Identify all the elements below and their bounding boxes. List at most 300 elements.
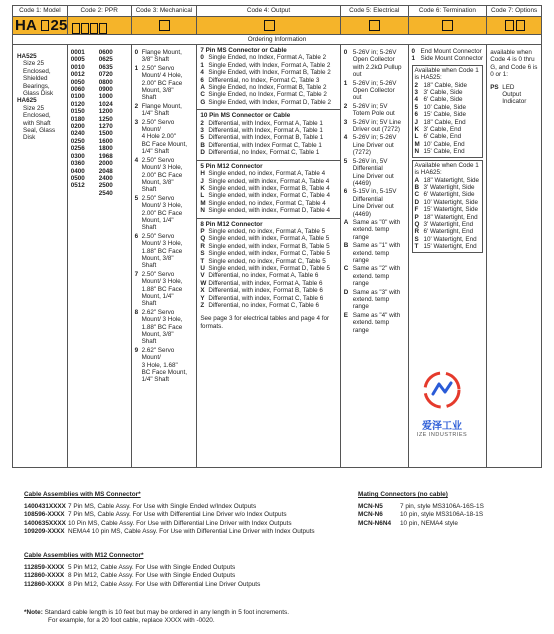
termination-group-title: Available when Code 1 is HA525: xyxy=(414,66,479,82)
output-desc: Single Ended, with Index, Format D, Table 2 xyxy=(208,98,332,106)
code-4-header: Code 4: Output xyxy=(197,6,340,16)
termination-desc: 6' Watertight, Side xyxy=(423,191,475,199)
part-number: 112860-XXXX xyxy=(24,580,65,588)
electrical-desc-line: 5-26V in; 5V Line xyxy=(352,118,402,126)
ppr-column xyxy=(68,45,132,467)
electrical-option xyxy=(344,134,405,156)
termination-option xyxy=(415,228,481,235)
electrical-code-box-cell xyxy=(341,17,409,34)
mechanical-desc xyxy=(142,347,188,384)
mechanical-desc-line: Flange Mount, xyxy=(141,49,182,56)
output-option xyxy=(200,178,336,185)
mechanical-desc-line: 1.88" BC Face xyxy=(141,285,183,293)
output-code: C xyxy=(200,91,205,99)
mechanical-desc-line: Mount/ xyxy=(141,126,161,134)
output-desc: Single Ended, with Index, Format B, Table 2 xyxy=(208,69,331,77)
model-code xyxy=(13,17,68,34)
output-desc: Differential, with index, Format C, Table 6 xyxy=(208,294,324,302)
part-number: 112860-XXXX xyxy=(24,572,65,580)
output-code: T xyxy=(200,257,205,265)
ppr-value: 1500 xyxy=(98,130,113,138)
ppr-value: 2540 xyxy=(98,189,113,197)
termination-desc: 3' Cable, Side xyxy=(423,89,463,97)
termination-desc: 10' Cable, Side xyxy=(423,103,467,111)
ppr-value: 1800 xyxy=(98,145,113,153)
electrical-desc-line: Same as "3" with xyxy=(352,288,401,296)
electrical-code: 1 xyxy=(343,79,348,87)
mechanical-desc-line: 1.88" BC Face xyxy=(141,247,183,255)
electrical-desc-line: range xyxy=(352,326,369,334)
mechanical-desc-line: Shaft xyxy=(141,224,157,232)
termination-desc: 6' Cable, End xyxy=(423,133,462,141)
ppr-value: 0060 xyxy=(70,86,85,94)
termination-option xyxy=(415,206,481,213)
termination-code: 3 xyxy=(414,89,419,97)
ppr-value: 0050 xyxy=(70,78,85,86)
termination-code: L xyxy=(414,133,419,141)
output-option xyxy=(200,280,336,287)
mechanical-desc-line: 1.88" BC Face xyxy=(141,323,183,331)
mechanical-option xyxy=(135,103,194,118)
electrical-desc-line: range xyxy=(352,280,369,288)
electrical-desc xyxy=(353,289,401,311)
output-option xyxy=(200,54,336,61)
part-row xyxy=(24,572,260,580)
mechanical-desc-line: 2.62" Servo xyxy=(141,308,175,316)
output-option xyxy=(200,235,336,242)
ppr-value: 1200 xyxy=(98,108,113,116)
ppr-value: 0500 xyxy=(70,174,85,182)
mechanical-option xyxy=(135,271,194,308)
output-desc: Differential, no index, Format A, Table 6 xyxy=(208,272,319,280)
output-section-title: 10 Pin MS Connector or Cable xyxy=(200,112,291,120)
mechanical-desc-line: 2.50" Servo xyxy=(141,64,175,72)
ppr-left-list xyxy=(71,49,95,197)
output-desc: Differential, with Index, Format B, Table 1 xyxy=(208,134,324,142)
electrical-desc-line: Same as "4" with xyxy=(352,311,401,319)
ppr-value: 1250 xyxy=(98,115,113,123)
termination-code: S xyxy=(414,235,419,243)
code-header-row xyxy=(13,6,541,17)
output-option xyxy=(200,207,336,214)
mechanical-desc-line: 2.00" BC Face xyxy=(141,171,183,179)
output-desc: Single ended, no index, Format A, Table 5 xyxy=(208,227,326,235)
electrical-desc-line: 5-15V in, 5-15V xyxy=(352,188,397,196)
mechanical-desc-line: 3 Hole, 1.68" xyxy=(141,361,178,369)
mechanical-desc-line: 1/4" Shaft xyxy=(141,110,170,118)
part-number: 1400431XXXX xyxy=(24,503,66,511)
output-code: 6 xyxy=(200,76,204,84)
electrical-code: 4 xyxy=(343,134,348,142)
part-number: MCN-N6N4 xyxy=(358,519,392,527)
ppr-value: 0400 xyxy=(70,167,85,175)
termination-code: 6 xyxy=(414,111,419,119)
mechanical-desc xyxy=(142,233,183,270)
mechanical-code: 4 xyxy=(134,156,139,164)
electrical-code: B xyxy=(343,242,349,250)
electrical-desc-line: 5-26V in; 5-26V xyxy=(352,49,397,56)
electrical-desc-line: (4469) xyxy=(352,179,371,187)
electrical-option xyxy=(344,103,405,118)
electrical-desc-line: Open Collector xyxy=(352,87,395,95)
electrical-desc xyxy=(353,242,401,264)
electrical-option xyxy=(344,49,405,79)
logo-title: 爱泽工业 xyxy=(422,421,462,432)
mechanical-desc-line: BC Face Mount, xyxy=(141,369,188,377)
output-code: V xyxy=(200,272,205,280)
ppr-value: 0625 xyxy=(98,56,113,64)
electrical-code: 5 xyxy=(343,157,348,165)
electrical-desc-line: Same as "1" with xyxy=(352,242,401,250)
electrical-desc-line: Open Collector xyxy=(352,56,395,64)
part-desc: 5 Pin M12, Cable Assy. For Use with Single Ended Outputs xyxy=(68,564,236,572)
termination-option xyxy=(415,177,481,184)
model-desc-line: Seal, Glass xyxy=(23,127,56,135)
note-line-2: For example, for a 20 foot cable, replace XXXX with -0020. xyxy=(48,617,215,625)
mechanical-desc-line: Mount/ 3 Hole, xyxy=(141,202,183,210)
electrical-desc xyxy=(353,103,395,118)
mechanical-desc-line: Shaft xyxy=(141,300,157,308)
mating-section xyxy=(358,491,484,528)
output-code: K xyxy=(200,184,205,192)
model-desc-line: Bearings, xyxy=(23,82,50,90)
mechanical-desc-line: Shaft xyxy=(141,94,157,102)
mechanical-desc-line: 2.50" Servo xyxy=(141,156,175,164)
ppr-value: 0300 xyxy=(70,152,85,160)
part-number: 112859-XXXX xyxy=(24,564,65,572)
ppr-box xyxy=(72,23,80,34)
model-desc-line: Size 25 xyxy=(23,60,45,68)
termination-group xyxy=(412,160,484,253)
output-code: U xyxy=(200,264,205,272)
electrical-option xyxy=(344,219,405,241)
electrical-desc-line: (4469) xyxy=(352,210,371,218)
options-intro-line: Code 4 is 0 thru xyxy=(490,56,535,64)
mechanical-code-box-cell xyxy=(132,17,198,34)
option-code: PS xyxy=(490,83,499,91)
mechanical-desc-line: Mount, 3/8" xyxy=(141,254,174,262)
part-number: MCN-N5 xyxy=(358,503,383,511)
termination-code: 1 xyxy=(411,55,416,63)
electrical-desc-line: Line Driver out xyxy=(352,172,394,180)
termination-option xyxy=(415,126,481,133)
ppr-value: 1024 xyxy=(98,100,113,108)
output-code: Z xyxy=(200,302,205,309)
part-number: MCN-N6 xyxy=(358,511,383,519)
mechanical-desc-line: 1/4" Shaft xyxy=(141,376,170,384)
termination-code: 5 xyxy=(414,103,419,111)
electrical-desc-line: extend. temp xyxy=(352,249,390,257)
termination-code: F xyxy=(414,206,419,214)
output-section-title: 8 Pin M12 Connector xyxy=(200,220,263,228)
mechanical-desc xyxy=(142,119,188,156)
output-code: 2 xyxy=(200,119,204,127)
termination-desc: 15' Watertight, Side xyxy=(423,206,479,214)
electrical-desc-line: 5-26V in; 5-26V xyxy=(352,134,397,142)
note-label: *Note: xyxy=(24,609,43,616)
options-box xyxy=(516,20,525,31)
termination-code-box-cell xyxy=(409,17,488,34)
output-option xyxy=(200,62,336,69)
electrical-desc-line: range xyxy=(352,303,369,311)
output-option xyxy=(200,120,336,127)
output-code: B xyxy=(200,141,205,149)
output-column xyxy=(197,45,340,467)
model-prefix: HA xyxy=(15,17,38,34)
part-desc: 10 pin, style MS3106A-18-1S xyxy=(400,511,484,519)
section-title: Mating Connectors (no cable) xyxy=(358,491,448,498)
output-section xyxy=(197,219,339,334)
termination-code: K xyxy=(414,126,420,134)
part-row xyxy=(24,564,260,572)
electrical-desc-line: extend. temp xyxy=(352,296,390,303)
output-code: P xyxy=(200,227,205,235)
termination-code: M xyxy=(414,140,420,148)
mechanical-desc-line: Mount, 3/8" xyxy=(141,87,174,95)
termination-code: 2 xyxy=(414,81,419,89)
mechanical-desc-line: Mount, 1/4" xyxy=(141,293,174,300)
part-desc: 7 Pin MS, Cable Assy. For Use with Differential Line Driver w/o Index Outputs xyxy=(68,511,287,519)
electrical-code: C xyxy=(343,265,349,273)
note-line-1: Standard cable length is 10 feet but may be ordered in any length in 5 foot increments. xyxy=(42,609,290,616)
output-code: G xyxy=(200,98,206,106)
output-desc: Single ended, no index, Format C, Table 4 xyxy=(208,199,326,207)
output-section-title: 7 Pin MS Connector or Cable xyxy=(200,47,287,54)
company-logo xyxy=(402,370,482,438)
termination-option xyxy=(415,214,481,221)
termination-option xyxy=(412,48,484,55)
mechanical-desc-line: Mount/ xyxy=(141,354,161,362)
electrical-code: E xyxy=(343,311,348,319)
output-option xyxy=(200,258,336,265)
termination-desc: End Mount Connector xyxy=(420,48,482,55)
output-option xyxy=(200,287,336,294)
output-desc: Single ended, with index, Format D, Table 4 xyxy=(208,207,331,215)
electrical-desc xyxy=(353,158,394,188)
mechanical-desc-line: 3/8" Shaft xyxy=(141,56,170,64)
electrical-desc-line: range xyxy=(352,233,369,241)
output-option xyxy=(200,200,336,207)
electrical-desc-line: Differential xyxy=(352,195,383,203)
mechanical-column xyxy=(132,45,198,467)
output-option xyxy=(200,142,336,149)
termination-code: A xyxy=(414,176,420,184)
electrical-option xyxy=(344,80,405,102)
output-note: See page 3 for electrical tables and page 4 for formats. xyxy=(200,315,330,330)
output-desc: Single ended, no index, Format C, Table 5 xyxy=(208,257,326,265)
output-desc: Differential, with index, Format B, Table 6 xyxy=(208,287,323,295)
mechanical-desc-line: 1/4" Shaft xyxy=(141,148,170,156)
mechanical-code: 6 xyxy=(134,232,139,240)
mechanical-desc xyxy=(142,103,182,118)
code-1-header: Code 1: Model xyxy=(13,6,68,16)
ppr-value: 0120 xyxy=(70,100,85,108)
output-desc: Single ended, no index, Format A, Table 4 xyxy=(208,170,326,178)
termination-option xyxy=(415,184,481,191)
mechanical-desc-line: Shaft xyxy=(141,262,157,270)
part-row xyxy=(24,581,260,589)
mechanical-desc-line: Shaft xyxy=(141,338,157,346)
mechanical-code: 5 xyxy=(134,194,139,202)
termination-option xyxy=(412,55,484,62)
model-code-band xyxy=(13,17,541,35)
model-column xyxy=(13,45,68,467)
ppr-box xyxy=(90,23,98,34)
ordering-information-title: Ordering Information xyxy=(13,35,541,45)
electrical-code: 6 xyxy=(343,188,348,196)
output-desc: Differential, with Index Format C, Table 1 xyxy=(208,141,322,149)
section-title: Cable Assemblies with M12 Connector* xyxy=(24,552,144,559)
part-row xyxy=(24,528,315,536)
ppr-value: 0150 xyxy=(70,108,85,116)
mechanical-desc-line: 2.00" BC Face xyxy=(141,209,183,217)
termination-box xyxy=(442,20,453,31)
code-3-header: Code 3: Mechanical xyxy=(132,6,198,16)
ppr-value: 2500 xyxy=(98,182,113,190)
electrical-code: 3 xyxy=(343,118,348,126)
mechanical-desc-line: Mount/ 4 Hole, xyxy=(141,72,183,80)
termination-group xyxy=(412,65,484,158)
electrical-desc-line: 5-26V in; 5V xyxy=(352,102,388,110)
options-intro-line: G, and Code 6 is xyxy=(490,63,538,71)
ppr-value: 0240 xyxy=(70,130,85,138)
ppr-value: 1968 xyxy=(98,152,113,160)
electrical-desc-line: extend. temp xyxy=(352,319,390,327)
ppr-value: 0250 xyxy=(70,137,85,145)
mechanical-desc-line: 2.50" Servo xyxy=(141,118,175,126)
output-option xyxy=(200,170,336,177)
options-column xyxy=(487,45,541,467)
output-option xyxy=(200,228,336,235)
code-7-header: Code 7: Options xyxy=(491,7,538,14)
option-desc-line: LED xyxy=(502,83,515,91)
model-desc-line: Disk xyxy=(23,134,36,142)
mechanical-desc-line: BC Face Mount, xyxy=(141,140,188,148)
mechanical-option xyxy=(135,195,194,232)
mechanical-desc-line: 2.50" Servo xyxy=(141,232,175,240)
part-row xyxy=(24,520,315,528)
ppr-value: 0512 xyxy=(70,182,85,190)
part-row xyxy=(358,503,484,511)
code-6-header: Code 6: Termination xyxy=(409,6,488,16)
output-desc: Differential, no Index, Format C, Table 3 xyxy=(208,76,320,84)
part-number: 1400635XXXX xyxy=(24,519,66,527)
output-option xyxy=(200,265,336,272)
ppr-value: 1600 xyxy=(98,137,113,145)
output-section xyxy=(197,45,339,110)
mechanical-desc-line: 2.00" BC Face xyxy=(141,79,183,87)
termination-code: R xyxy=(414,228,420,236)
output-desc: Single ended, with index, Format B, Table 4 xyxy=(208,184,330,192)
termination-code: 4 xyxy=(414,96,419,104)
termination-code: T xyxy=(414,243,419,251)
ppr-box xyxy=(81,23,89,34)
electrical-desc-line: 5-26V in, 5V xyxy=(352,157,388,165)
termination-desc: 15' Cable, Side xyxy=(423,111,467,119)
output-desc: Single ended, with index, Format A, Table 5 xyxy=(208,235,330,243)
termination-desc: 15' Watertight, End xyxy=(423,243,477,251)
electrical-desc-line: Same as "0" with xyxy=(352,218,401,226)
ppr-value: 2000 xyxy=(98,160,113,168)
output-code: L xyxy=(200,192,205,200)
ppr-value: 2400 xyxy=(98,174,113,182)
termination-option xyxy=(415,236,481,243)
termination-option xyxy=(415,96,481,103)
electrical-desc xyxy=(353,119,401,134)
output-desc: Differential, with Index, Format A, Table 1 xyxy=(208,127,323,135)
option-desc-line: Indicator xyxy=(502,98,527,106)
electrical-desc-line: extend. temp xyxy=(352,226,390,234)
options-box xyxy=(505,20,514,31)
ppr-value: 0600 xyxy=(98,49,113,56)
electrical-desc xyxy=(353,80,397,102)
options-intro-line: available when xyxy=(490,49,532,56)
output-code: J xyxy=(200,177,204,185)
model-desc-line: Shielded xyxy=(23,75,48,83)
termination-code: J xyxy=(414,118,419,126)
ppr-code-boxes xyxy=(68,17,132,34)
section-title: Cable Assemblies with MS Connector* xyxy=(24,491,141,498)
termination-desc: 3' Cable, End xyxy=(423,126,462,134)
output-code: Y xyxy=(200,294,205,302)
output-desc: Single Ended, no Index, Format A, Table 2 xyxy=(208,54,327,62)
part-desc: 7 Pin MS, Cable Assy. For Use with Single Ended w/Index Outputs xyxy=(68,503,257,511)
electrical-desc-line: Line Driver out xyxy=(352,141,394,149)
electrical-desc-line: out xyxy=(352,71,362,79)
electrical-desc xyxy=(353,49,402,79)
electrical-option xyxy=(344,119,405,134)
option-item xyxy=(490,84,538,106)
part-number: 109209-XXXX xyxy=(24,527,65,535)
mechanical-desc-line: 2.62" Servo xyxy=(141,346,175,354)
model-ha525: HA525 xyxy=(17,53,37,60)
part-desc: 10 Pin MS, Cable Assy. For Use with Differential Line Driver with Index Outputs xyxy=(68,519,292,527)
electrical-option xyxy=(344,289,405,311)
output-code: Q xyxy=(200,235,206,243)
termination-desc: 3' Watertight, End xyxy=(423,220,474,228)
model-desc-line: Size 25 xyxy=(23,104,45,112)
ppr-value: 0012 xyxy=(70,71,85,79)
output-option xyxy=(200,302,336,309)
model-suffix: 25 xyxy=(50,17,68,34)
termination-code: C xyxy=(414,191,420,199)
code-5-header: Code 5: Electrical xyxy=(341,6,409,16)
electrical-desc-line: Totem Pole out xyxy=(352,110,395,118)
ppr-value: 2048 xyxy=(98,167,113,175)
ppr-value: 0200 xyxy=(70,123,85,131)
termination-code: D xyxy=(414,198,420,206)
electrical-desc xyxy=(353,312,401,334)
electrical-desc xyxy=(353,188,397,218)
termination-desc: 18" Cable, Side xyxy=(423,81,468,89)
electrical-box xyxy=(369,20,380,31)
electrical-desc-line: Same as "2" with xyxy=(352,265,401,273)
output-desc: Differential, with index, Format A, Table 6 xyxy=(208,279,323,287)
mechanical-box xyxy=(159,20,170,31)
mechanical-code: 9 xyxy=(134,346,139,354)
output-desc: Differential, no index, Format C, Table 6 xyxy=(208,302,320,309)
electrical-desc-line: with 2.2kΩ Pullup xyxy=(352,63,402,71)
note-section xyxy=(24,609,289,625)
part-desc: 8 Pin M12, Cable Assy. For Use with Differential Line Driver Outputs xyxy=(68,580,261,588)
ppr-right-list xyxy=(99,49,123,197)
option-desc xyxy=(502,84,526,106)
options-code-box-cell xyxy=(487,17,541,34)
ppr-value: 0900 xyxy=(98,86,113,94)
output-option xyxy=(200,84,336,91)
termination-code: Q xyxy=(414,220,420,228)
model-digit-box xyxy=(41,20,49,31)
